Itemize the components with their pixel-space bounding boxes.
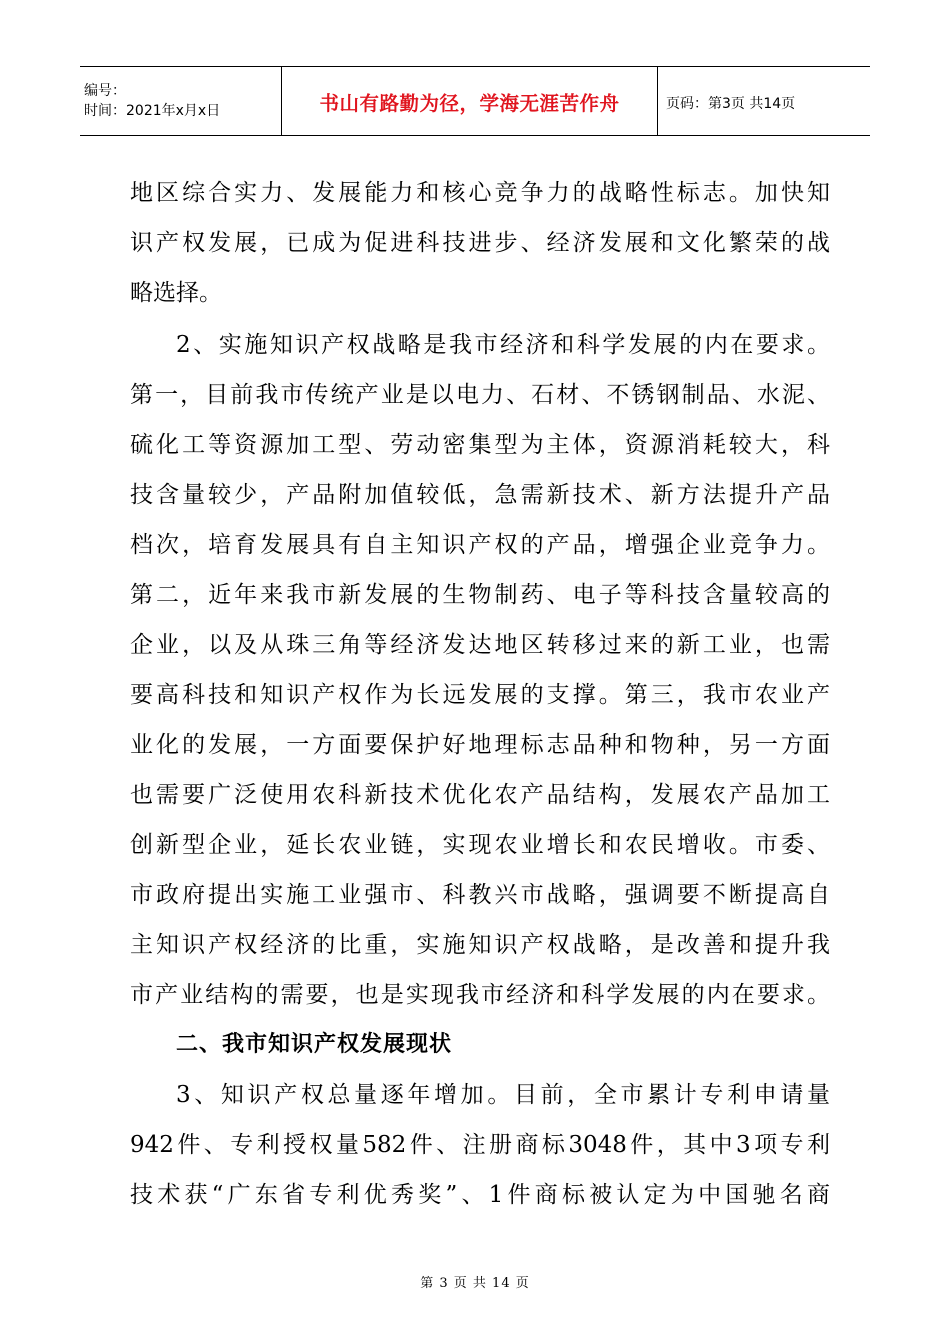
section-heading: 二、我市知识产权发展现状	[176, 1032, 453, 1057]
body-line: 第二，近年来我市新发展的生物制药、电子等科技含量较高的	[130, 582, 830, 608]
page-footer: 第 3 页 共 14 页	[420, 1276, 530, 1291]
header-motto-cell	[282, 67, 658, 135]
header-page-info: 页码：第3页 共14页	[666, 96, 796, 112]
body-line: 2、实施知识产权战略是我市经济和科学发展的内在要求。	[176, 332, 830, 358]
body-line: 市产业结构的需要，也是实现我市经济和科学发展的内在要求。	[130, 982, 830, 1008]
body-line: 硫化工等资源加工型、劳动密集型为主体，资源消耗较大，科	[130, 432, 830, 458]
body-line: 略选择。	[130, 280, 222, 306]
motto-text: 书山有路勤为径，学海无涯苦作舟	[319, 92, 620, 115]
body-line: 3、知识产权总量逐年增加。目前，全市累计专利申请量	[176, 1082, 830, 1108]
body-line: 地区综合实力、发展能力和核心竞争力的战略性标志。加快知	[130, 180, 830, 206]
page-header	[80, 66, 870, 136]
body-line: 技术获“广东省专利优秀奖”、1件商标被认定为中国驰名商	[130, 1182, 830, 1208]
body-line: 识产权发展，已成为促进科技进步、经济发展和文化繁荣的战	[130, 230, 830, 256]
body-line: 也需要广泛使用农科新技术优化农产品结构，发展农产品加工	[130, 782, 830, 808]
body-line: 第一，目前我市传统产业是以电力、石材、不锈钢制品、水泥、	[130, 382, 830, 408]
body-line: 主知识产权经济的比重，实施知识产权战略，是改善和提升我	[130, 932, 830, 958]
body-line: 档次，培育发展具有自主知识产权的产品，增强企业竞争力。	[130, 532, 830, 558]
body-line: 创新型企业，延长农业链，实现农业增长和农民增收。市委、	[130, 832, 830, 858]
body-line: 企业，以及从珠三角等经济发达地区转移过来的新工业，也需	[130, 632, 830, 658]
body-line: 要高科技和知识产权作为长远发展的支撑。第三，我市农业产	[130, 682, 830, 708]
body-line: 942件、专利授权量582件、注册商标3048件，其中3项专利	[130, 1132, 830, 1158]
header-page-cell	[658, 67, 870, 135]
date-line: 时间：2021年x月x日	[84, 103, 221, 119]
body-line: 业化的发展，一方面要保护好地理标志品种和物种，另一方面	[130, 732, 830, 758]
header-meta-cell	[80, 67, 282, 135]
body-line: 市政府提出实施工业强市、科教兴市战略，强调要不断提高自	[130, 882, 830, 908]
doc-number-label: 编号：	[84, 83, 126, 99]
body-line: 技含量较少，产品附加值较低，急需新技术、新方法提升产品	[130, 482, 830, 508]
